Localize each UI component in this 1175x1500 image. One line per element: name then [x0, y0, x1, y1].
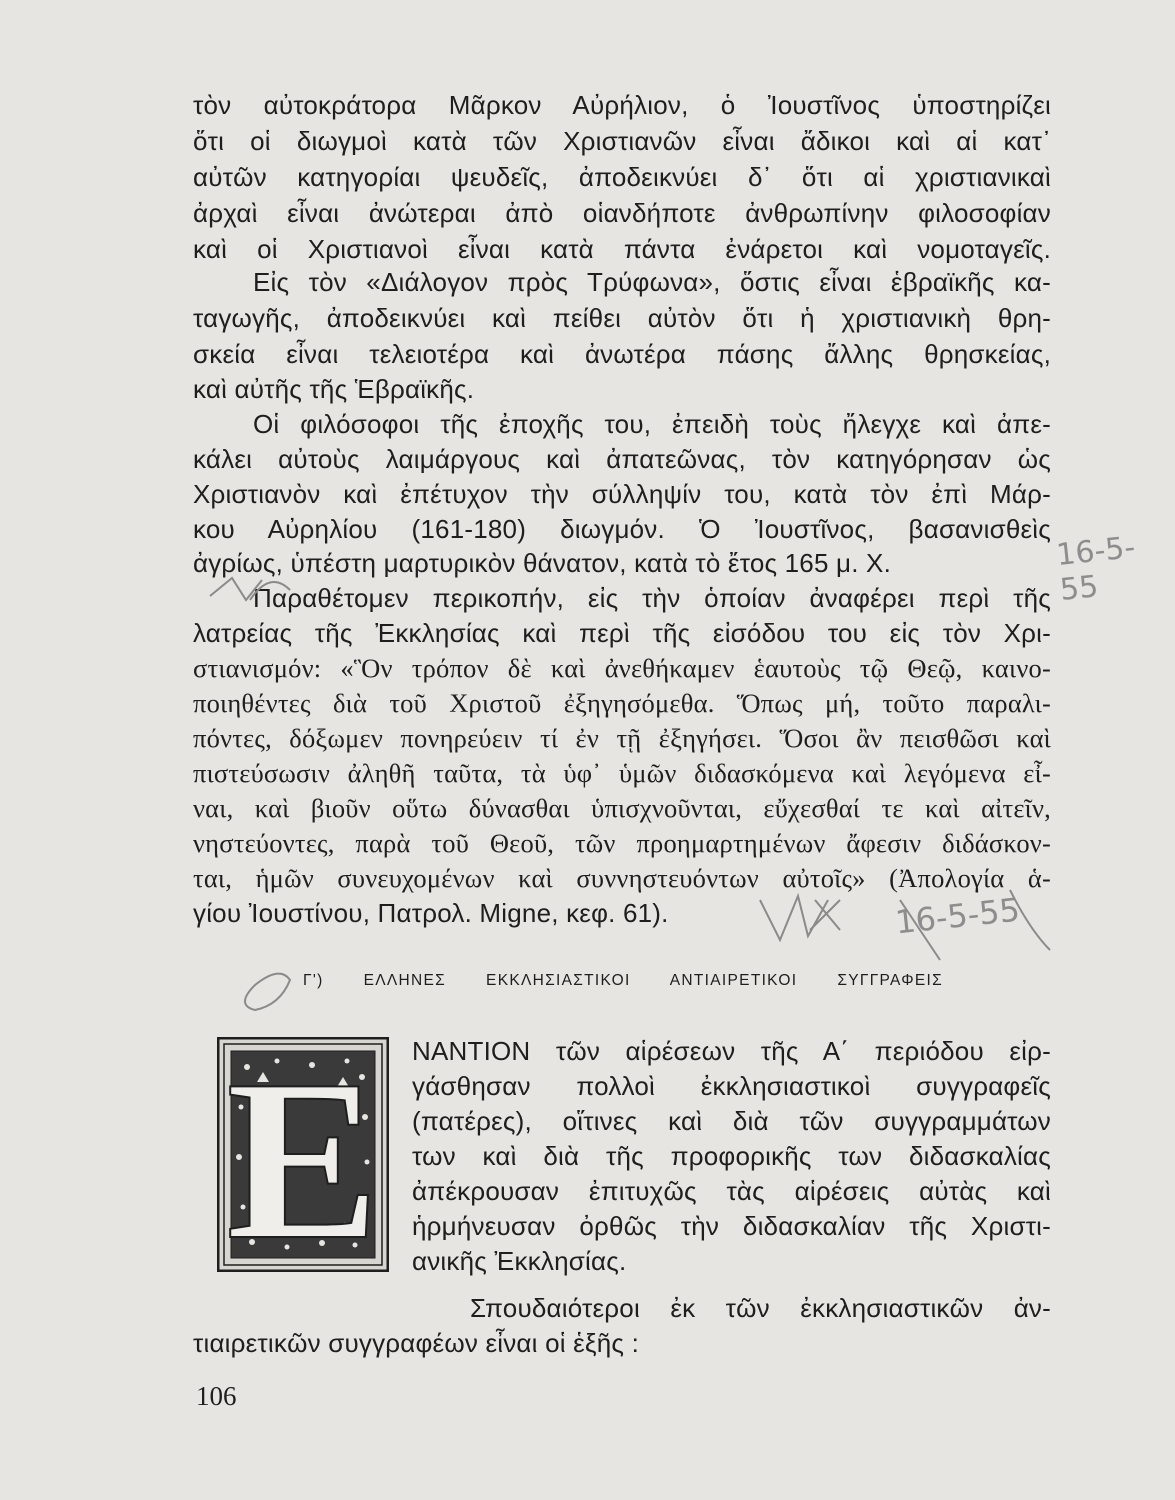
margin-date-note: 16-5-55 [1054, 530, 1137, 608]
body-line: Παραθέτομεν περικοπήν, εἰς τὴν ὁποίαν ἀναφέρει περὶ τῆς [253, 583, 1051, 613]
body-line: λατρείας τῆς Ἐκκλησίας καὶ περὶ τῆς εἰσόδου του εἰς τὸν Χρι- [193, 618, 1051, 648]
quote-line: πόντες, δόξωμεν πονηρεύειν τί ἐν τῇ ἐξηγήσει. Ὅσοι ἂν πεισθῶσι καὶ [193, 723, 1051, 753]
body-line: αὐτῶν κατηγορίαι ψευδεῖς, ἀποδεικνύει δ᾿ ὅτι αἱ χριστιανικαὶ [193, 162, 1051, 192]
quote-line: ται, ἡμῶν συνευχομένων καὶ συννηστευόντων αὐτοῖς» (Ἀπολογία ἁ- [193, 863, 1051, 893]
closing-line: Σπουδαιότεροι ἐκ τῶν ἐκκλησιαστικῶν ἀν- [470, 1293, 1051, 1323]
initial-line: ΝΑΝΤΙΟΝ τῶν αἱρέσεων τῆς Α΄ περιόδου εἰρ- [412, 1036, 1051, 1066]
body-line: κάλει αὐτοὺς λαιμάργους καὶ ἀπατεῶνας, τὸν κατηγόρησαν ὡς [193, 444, 1051, 474]
body-line: τὸν αὐτοκράτορα Μᾶρκον Αὐρήλιον, ὁ Ἰουστῖνος ὑποστηρίζει [193, 90, 1051, 120]
body-line: σκεία εἶναι τελειοτέρα καὶ ἀνωτέρα πάσης ἄλλης θρησκείας, [193, 339, 1051, 369]
closing-line: τιαιρετικῶν συγγραφέων εἶναι οἱ ἑξῆς : [193, 1328, 639, 1358]
initial-line: γάσθησαν πολλοὶ ἐκκλησιαστικοὶ συγγραφεῖς [412, 1071, 1051, 1101]
initial-letter: Ε [226, 1037, 380, 1272]
initial-line: ἀπέκρουσαν ἐπιτυχῶς τὰς αἱρέσεις αὐτὰς καὶ [412, 1176, 1051, 1206]
body-line: καὶ αὐτῆς τῆς Ἑβραϊκῆς. [193, 374, 475, 404]
body-line: Οἱ φιλόσοφοι τῆς ἐποχῆς του, ἐπειδὴ τοὺς ἤλεγχε καὶ ἀπε- [253, 409, 1051, 439]
page-number: 106 [196, 1381, 237, 1411]
margin-date-note: 16-5-55 [893, 890, 1022, 942]
quote-line: ποιηθέντες διὰ τοῦ Χριστοῦ ἐξηγησόμεθα. Ὅπως μή, τοῦτο παραλι- [193, 688, 1051, 718]
initial-line: ανικῆς Ἐκκλησίας. [412, 1246, 627, 1276]
body-line: ἀρχαὶ εἶναι ἀνώτεραι ἀπὸ οἱανδήποτε ἀνθρωπίνην φιλοσοφίαν [193, 198, 1051, 228]
initial-line: των καὶ διὰ τῆς προφορικῆς των διδασκαλίας [412, 1141, 1051, 1171]
initial-line: (πατέρες), οἵτινες καὶ διὰ τῶν συγγραμμάτων [412, 1106, 1051, 1136]
quote-line: στιανισμόν: «Ὃν τρόπον δὲ καὶ ἀνεθήκαμεν ἑαυτοὺς τῷ Θεῷ, καινο- [193, 653, 1051, 683]
body-line: Εἰς τὸν «Διάλογον πρὸς Τρύφωνα», ὅστις εἶναι ἑβραϊκῆς κα- [253, 267, 1051, 297]
body-line: Χριστιανὸν καὶ ἐπέτυχον τὴν σύλληψίν του, κατὰ τὸν ἐπὶ Μάρ- [193, 479, 1051, 509]
body-line: ὅτι οἱ διωγμοὶ κατὰ τῶν Χριστιανῶν εἶναι ἄδικοι καὶ αἱ κατ᾿ [193, 126, 1051, 156]
body-line: καὶ οἱ Χριστιανοὶ εἶναι κατὰ πάντα ἐνάρετοι καὶ νομοταγεῖς. [193, 234, 1051, 264]
body-line: γίου Ἰουστίνου, Πατρολ. Migne, κεφ. 61). [193, 898, 669, 928]
body-line: ταγωγῆς, ἀποδεικνύει καὶ πείθει αὐτὸν ὅτι ἡ χριστιανικὴ θρη- [193, 303, 1051, 333]
body-line: ἀγρίως, ὑπέστη μαρτυρικὸν θάνατον, κατὰ τὸ ἔτος 165 μ. Χ. [193, 548, 892, 578]
quote-line: ναι, καὶ βιοῦν οὕτω δύνασθαι ὑπισχνοῦνται, εὔχεσθαί τε καὶ αἰτεῖν, [193, 793, 1051, 823]
quote-line: νηστεύοντες, παρὰ τοῦ Θεοῦ, τῶν προημαρτημένων ἄφεσιν διδάσκον- [193, 828, 1051, 858]
section-heading: Γ') ΕΛΛΗΝΕΣ ΕΚΚΛΗΣΙΑΣΤΙΚΟΙ ΑΝΤΙΑΙΡΕΤΙΚΟΙ ΣΥΓΓΡΑΦΕΙΣ [303, 972, 943, 989]
decorated-initial [217, 1037, 389, 1272]
body-line: κου Αὐρηλίου (161-180) διωγμόν. Ὁ Ἰουστῖνος, βασανισθεὶς [193, 514, 1051, 544]
initial-line: ἡρμήνευσαν ὀρθῶς τὴν διδασκαλίαν τῆς Χριστι- [412, 1211, 1051, 1241]
quote-line: πιστεύσωσιν ἀληθῆ ταῦτα, τὰ ὑφ᾿ ὑμῶν διδασκόμενα καὶ λεγόμενα εἶ- [193, 758, 1051, 788]
ornament-frame-icon [217, 1037, 389, 1272]
